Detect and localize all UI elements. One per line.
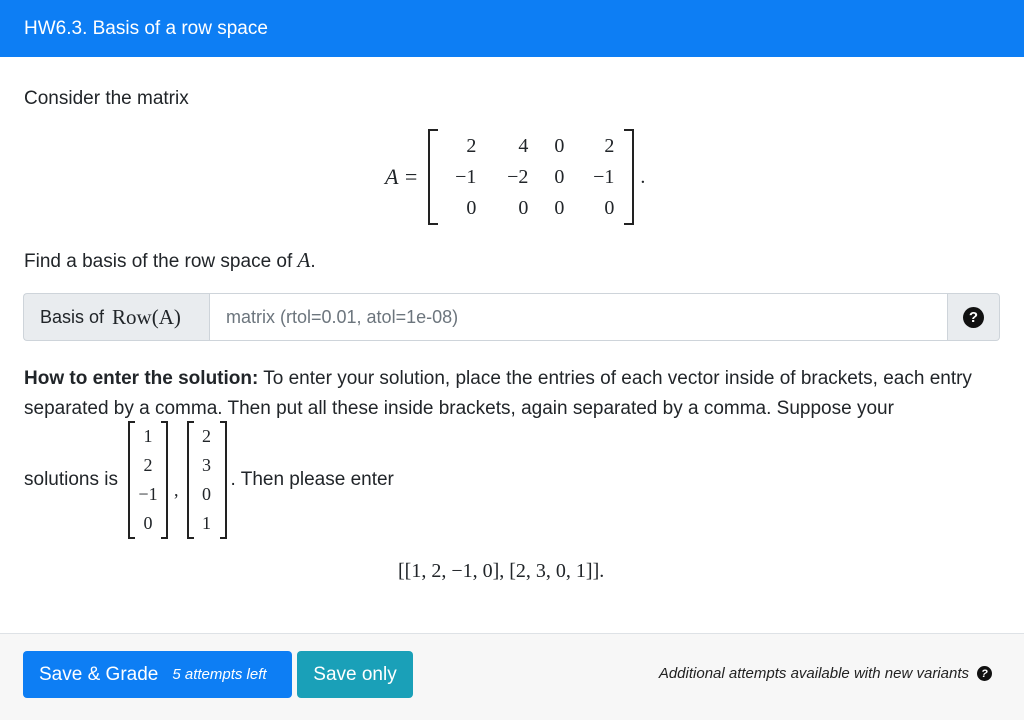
vector-left-bracket xyxy=(128,421,135,539)
matrix-cell: 0 xyxy=(466,196,477,219)
matrix-cell: 0 xyxy=(518,196,529,219)
vector-right-bracket xyxy=(161,421,168,539)
example-vector-1 xyxy=(128,421,168,539)
vector-entry: 2 xyxy=(202,426,211,446)
matrix-cell: −2 xyxy=(507,165,529,188)
question-circle-icon: ? xyxy=(963,307,984,328)
vector-entry: 0 xyxy=(202,484,211,504)
vector-entries xyxy=(194,422,220,538)
matrix-left-bracket xyxy=(428,129,438,225)
answer-help-button[interactable] xyxy=(948,293,1000,341)
vector-entry: 2 xyxy=(143,455,153,475)
vector-right-bracket xyxy=(220,421,227,539)
find-basis-prompt xyxy=(24,248,316,273)
matrix-cell: −1 xyxy=(455,165,477,188)
vector-entry: 1 xyxy=(143,426,153,446)
question-circle-icon[interactable]: ? xyxy=(977,666,992,681)
matrix-cell: 4 xyxy=(518,134,529,157)
find-text: Find a basis of the row space of xyxy=(24,251,293,272)
answer-input-group xyxy=(23,293,1000,341)
attempts-left: 5 attempts left xyxy=(172,666,267,683)
question-title: HW6.3. Basis of a row space xyxy=(0,0,1024,57)
vector-entry: −1 xyxy=(138,484,158,504)
matrix-cell: 0 xyxy=(554,134,565,157)
attempts-note xyxy=(659,665,992,682)
example-vector-2 xyxy=(187,421,227,539)
matrix-right-bracket xyxy=(624,129,634,225)
howto-bold: How to enter the solution: xyxy=(24,368,259,389)
matrix-lhs: A = xyxy=(385,164,419,189)
answer-label-text: Basis of xyxy=(40,306,105,327)
vector-entry: 1 xyxy=(202,513,211,533)
save-grade-button[interactable] xyxy=(23,651,292,698)
example-vectors xyxy=(24,420,394,540)
attempts-note-text: Additional attempts available with new variants xyxy=(658,665,969,682)
matrix-cell: 0 xyxy=(554,196,565,219)
save-only-button[interactable]: Save only xyxy=(297,651,413,698)
matrix-cell: 2 xyxy=(604,134,615,157)
vector-comma: , xyxy=(174,479,179,500)
matrix-display xyxy=(385,127,645,227)
answer-label xyxy=(23,293,209,341)
solutions-is-text: solutions is xyxy=(24,469,118,490)
then-enter-text: . Then please enter xyxy=(230,469,394,490)
howto-text: To enter your solution, place the entries of each vector inside of brackets, each entry separated by a comma. Then put all these inside brackets, again separated by a comma. Suppose your xyxy=(24,368,972,419)
matrix-cell: 0 xyxy=(554,165,565,188)
matrix-cell: −1 xyxy=(593,165,615,188)
find-var: A xyxy=(297,248,311,272)
question-intro: Consider the matrix xyxy=(24,88,189,109)
vector-left-bracket xyxy=(187,421,194,539)
vector-entry: 0 xyxy=(143,513,153,533)
howto-paragraph xyxy=(24,364,994,424)
answer-label-math: Row(A) xyxy=(112,304,181,329)
matrix-period: . xyxy=(640,165,646,188)
matrix-cell: 2 xyxy=(466,134,477,157)
matrix-grid xyxy=(438,131,624,224)
answer-input[interactable] xyxy=(209,293,948,341)
example-answer: [[1, 2, −1, 0], [2, 3, 0, 1]]. xyxy=(398,560,605,582)
vector-entries xyxy=(135,422,161,538)
matrix-cell: 0 xyxy=(604,196,615,219)
footer-bar xyxy=(0,633,1024,720)
vector-entry: 3 xyxy=(202,455,211,475)
save-grade-label: Save & Grade xyxy=(39,663,159,685)
find-end: . xyxy=(310,251,316,272)
